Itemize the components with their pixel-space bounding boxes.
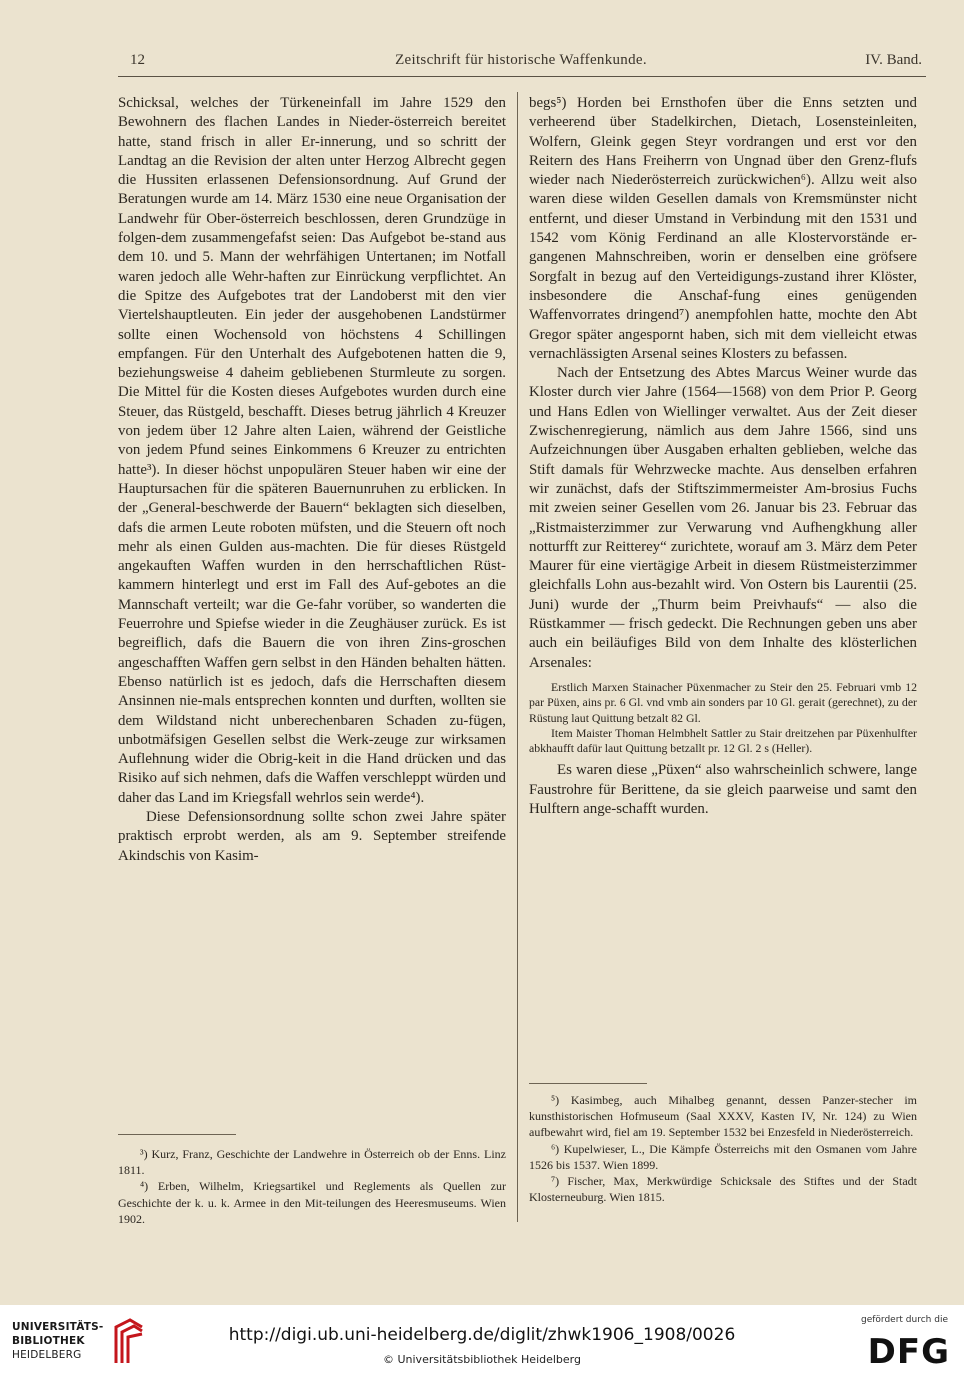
footnote: ⁷) Fischer, Max, Merkwürdige Schicksale des Stiftes und der Stadt Klosterneuburg. Wien 1815. (529, 1174, 917, 1205)
dfg-logo[interactable] (838, 1315, 950, 1373)
body-paragraph: begs⁵) Horden bei Ernsthofen über die Enns setzten und verheerend über Stadelkirchen, Dietach, Losensteinleiten, Wolfern, Gleink gegen Steyr vordrangen und erst vor den Reitern des Hans Freiherrn von Ungnad über den Grenz-flufs wieder nach Niederösterreich zurückwichen⁶). Allzu weit also waren diese wilden Gesellen damals von Kremsmünster nicht entfernt, und dieser Umstand in Verbindung mit den 1531 und 1542 vom König Ferdinand an alle Klostervorstände er-gangenen Mahnschreiben, worin er denselben eine gröfsere Sorgfalt in bezug auf den Verteidigungs-zustand ihrer Klöster, insbesondere die Anschaf-fung eines genügenden Waffenvorrates dringend⁷) anempfohlen hatte, mochte den Abt Gregor später angespornt haben, sich mit dem vielleicht etwas vernachlässigten Arsenal seines Klosters zu befassen. (529, 95, 917, 362)
footnote: ⁶) Kupelwieser, L., Die Kämpfe Österreichs mit den Osmanen vom Jahre 1526 bis 1537. Wien 1899. (529, 1141, 917, 1172)
quote-entry: Item Maister Thoman Helmbhelt Sattler zu Stair dreitzehen par Püxenhulfter abkhaufft dafür laut Quittung betzallt pr. 12 Gl. 2 s (Heller). (529, 725, 917, 756)
right-footnotes (529, 1092, 917, 1205)
body-paragraph: Nach der Entsetzung des Abtes Marcus Weiner wurde das Kloster durch vier Jahre (1564—1568) von dem Prior P. Georg und Hans Edlen von Wiellinger verwaltet. Aus der Zeit dieser Zwischenregierung, nämlich aus dem Jahre 1566, sind uns Aufzeichnungen über Ausgaben erhalten geblieben, welche das Stift damals für Wehrzwecke machte. Aus denselben erfahren wir zunächst, dafs der Stiftszimmermeister Am-brosius Fuchs mit zweien seiner Gesellen vom 26. Januar bis 23. Februar das „Ristmaisterzimmer zur Verwarung vnd Aufhengkhung aller notturfft zur Reitterey“ zurichtete, worauf am 3. März dem Peter Maurer für eine viertägige Arbeit in diesem Rüstmeisterzimmer gleichfalls Lohn aus-bezahlt wird. Von Ostern bis Laurentii (25. Juni) wurde der „Thurm beim Preivhaufs“ — also die Rüstkammer — frisch gedeckt. Die Rechnungen geben uns aber auch ein beiläufiges Bild von dem Inhalte des klösterlichen Arsenales: (529, 365, 917, 671)
page-number: 12 (130, 52, 145, 68)
body-paragraph: Es waren diese „Püxen“ also wahrscheinlich schwere, lange Faustrohre für Berittene, da sie gleich paarweise und samt den Hulftern ange-schafft wurden. (529, 762, 917, 817)
archival-quote (529, 680, 917, 756)
left-footnotes (118, 1146, 506, 1227)
right-column (529, 94, 917, 819)
volume-label: IV. Band. (865, 52, 922, 68)
footnote: ⁵) Kasimbeg, auch Mihalbeg genannt, dessen Panzer-stecher im kunsthistorischen Hofmuseum (Saal XXXV, Kasten IV, Nr. 124) zu Wien aufbewahrt wird, fiel am 19. September 1532 bei Enzesfeld in Niederösterreich. (529, 1093, 917, 1140)
footnote: ⁴) Erben, Wilhelm, Kriegsartikel und Reglements als Quellen zur Geschichte der k. u. k. Armee in den Mit-teilungen des Heeresmuseums. Wien 1902. (118, 1179, 506, 1226)
dfg-mark: DFG (867, 1332, 950, 1372)
header-rule (118, 76, 926, 77)
quote-entry: Erstlich Marxen Stainacher Püxenmacher zu Steir den 25. Februari vmb 12 par Püxen, ains pr. 6 Gl. vnd vmb ain sonders par 10 Gl. gerait (gerechnet), zu der Rüstung laut Quittung betzalt 82 Gl. (529, 679, 917, 725)
library-name-line1: UNIVERSITÄTS- (12, 1321, 104, 1333)
library-name-line2: BIBLIOTHEK (12, 1335, 85, 1347)
copyright-notice: © Universitätsbibliothek Heidelberg (382, 1353, 581, 1366)
document-url-link[interactable]: http://digi.ub.uni-heidelberg.de/diglit/zhwk1906_1908/0026 (228, 1325, 736, 1345)
journal-title: Zeitschrift für historische Waffenkunde. (395, 52, 647, 68)
column-divider (517, 92, 518, 1222)
footnote-rule (529, 1083, 647, 1084)
running-head (118, 52, 924, 76)
footnote-rule (118, 1134, 236, 1135)
body-paragraph: Diese Defensionsordnung sollte schon zwei Jahre später praktisch erprobt werden, als am 9. September streifende Akindschis von Kasim- (118, 808, 506, 864)
left-column (118, 94, 506, 866)
footer-bar (0, 1305, 964, 1379)
library-name-line3: HEIDELBERG (12, 1349, 82, 1361)
funding-note: gefördert durch die (861, 1315, 948, 1325)
body-paragraph: Schicksal, welches der Türkeneinfall im Jahre 1529 den Bewohnern des flachen Landes in Nieder-österreich bereitet hatte, stand frisch in aller Er-innerung, und so schritt der Landtag an die Revision der alten unter Herzog Albrecht gegen die Hussiten erlassenen Defensionsordnung. Auf Grund der Beratungen wurde am 14. März 1530 eine neue Organisation der Landwehr für Ober-österreich beschlossen, deren Grundzüge in folgen-dem zusammengefafst seien: Das Aufgebot be-stand aus dem 10. und 5. Mann der wehrfähigen Untertanen; im Notfall waren jedoch alle Wehr-haften zur Einrückung verpflichtet. An die Spitze des Aufgebotes trat der Landoberst mit den vier Viertelshauptleuten. Ein jeder der ausgehobenen Landstürmer sollte einen Wochensold von höchstens 4 Schillingen empfangen. Für den Unterhalt des Aufgebotenen hatten die 9, beziehungsweise 4 daheim gebliebenen Sturmleute zu sorgen. Die Mittel für die Kosten dieses Aufgebotes wurden durch eine Steuer, das Rüstgeld, beschafft. Dieses betrug jährlich 4 Kreuzer von jedem über 12 Jahre alten Laien, während der Geistliche von jedem Pfund seines Einkommens 6 Kreuzer zu entrichten hatte³). In dieser höchst unpopulären Steuer haben wir eine der Hauptursachen für die späteren Bauernunruhen zu erblicken. In der „General-beschwerde der Bauern“ beklagten sich dieselben, dafs die armen Leute roboten müfsten, und die Steuern oft noch mehr als einen Gulden aus-machten. Die für dieses Rüstgeld angekauften Waffen wurden in den herrschaftlichen Rüst-kammern hinterlegt und erst im Fall des Auf-gebotes an die Mannschaft verteilt; war die Ge-fahr vorüber, so wanderten die Feuerrohre und Spiefse wieder in die Zeughäuser zurück. Es ist begreiflich, dafs die Bauern die von ihren Zins-groschen angeschafften Waffen gern selbst in den Händen behalten hätten. Ebenso natürlich ist es jedoch, dafs die Herrschaften diesem Ansinnen nie-mals entsprechen konnten und durften, wollten sie dem Wildstand nicht unberechenbaren Schaden zu-fügen, unbotmäfsigen Gesellen selbst die Werk-zeuge zur wirksamen Auflehnung wider die Obrig-keit in die Hand drücken und das Risiko auf sich nehmen, dafs die Waffen verschleppt würden und daher das Land im Kriegsfall wehrlos sein werde⁴). (118, 95, 506, 806)
footnote: ³) Kurz, Franz, Geschichte der Landwehre in Österreich ob der Enns. Linz 1811. (118, 1147, 506, 1178)
